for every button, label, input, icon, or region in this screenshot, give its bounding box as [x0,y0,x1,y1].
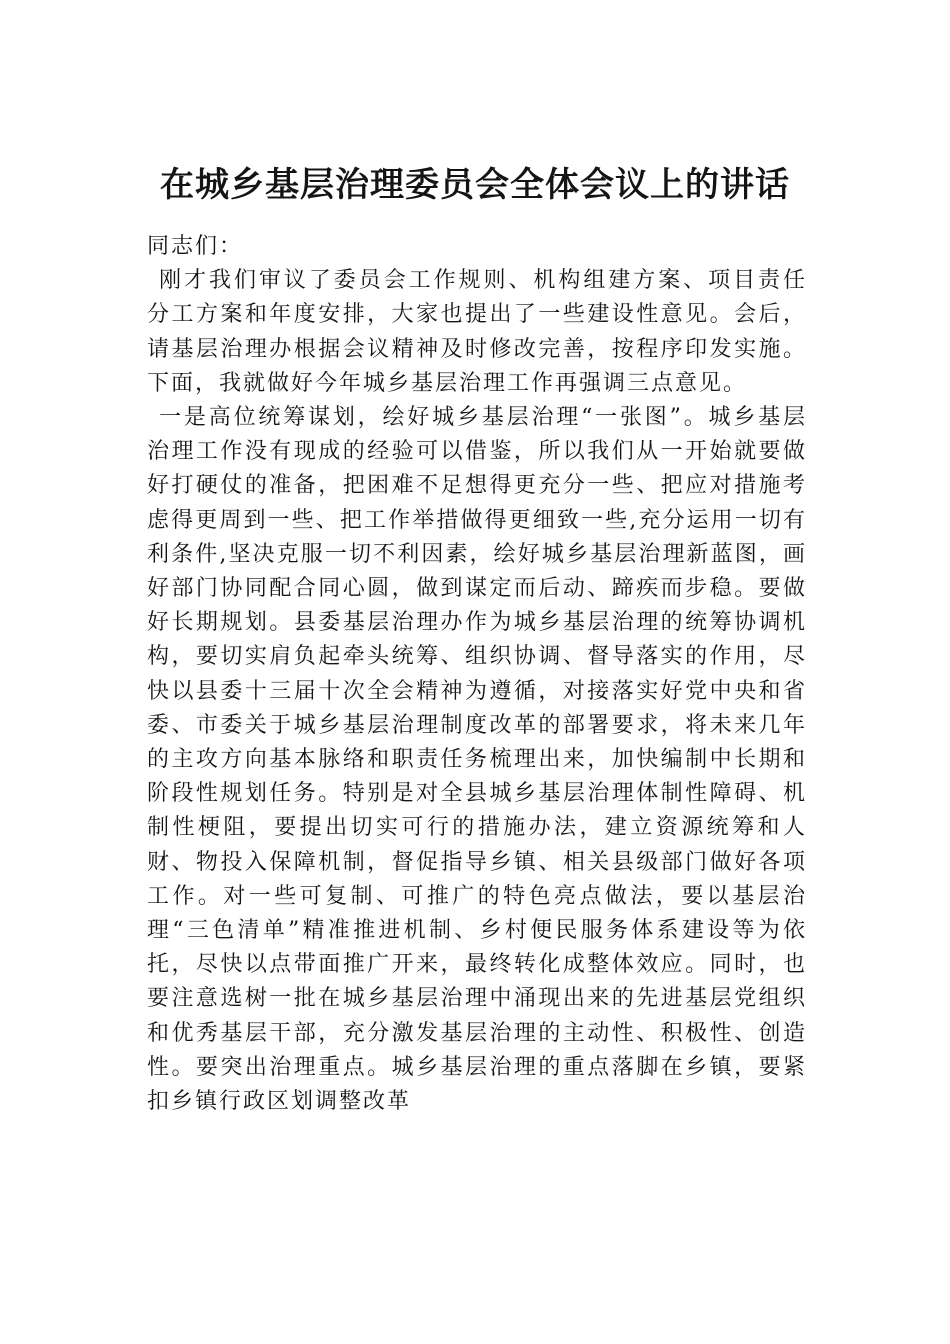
document-body [147,230,807,1119]
paragraph-intro: 刚才我们审议了委员会工作规则、机构组建方案、项目责任分工方案和年度安排，大家也提出了一些建设性意见。会后，请基层治理办根据会议精神及时修改完善，按程序印发实施。下面，我就做好今年城乡基层治理工作再强调三点意见。 [147,268,807,396]
salutation: 同志们： [147,234,244,259]
document-title: 在城乡基层治理委员会全体会议上的讲话 [160,165,790,205]
paragraph-point-one: 一是高位统筹谋划，绘好城乡基层治理“一张图”。城乡基层治理工作没有现成的经验可以借鉴，所以我们从一开始就要做好打硬仗的准备，把困难不足想得更充分一些、把应对措施考虑得更周到一些、把工作举措做得更细致一些,充分运用一切有利条件,坚决克服一切不利因素，绘好城乡基层治理新蓝图，画好部门协同配合同心圆，做到谋定而后动、蹄疾而步稳。要做好长期规划。县委基层治理办作为城乡基层治理的统筹协调机构，要切实肩负起牵头统筹、组织协调、督导落实的作用，尽快以县委十三届十次全会精神为遵循，对接落实好党中央和省委、市委关于城乡基层治理制度改革的部署要求，将未来几年的主攻方向基本脉络和职责任务梳理出来，加快编制中长期和阶段性规划任务。特别是对全县城乡基层治理体制性障碍、机制性梗阻，要提出切实可行的措施办法，建立资源统筹和人财、物投入保障机制，督促指导乡镇、相关县级部门做好各项工作。对一些可复制、可推广的特色亮点做法，要以基层治理“三色清单”精准推进机制、乡村便民服务体系建设等为依托，尽快以点带面推广开来，最终转化成整体效应。同时，也要注意选树一批在城乡基层治理中涌现出来的先进基层党组织和优秀基层干部，充分激发基层治理的主动性、积极性、创造性。要突出治理重点。城乡基层治理的重点落脚在乡镇，要紧扣乡镇行政区划调整改革 [147,405,807,1115]
